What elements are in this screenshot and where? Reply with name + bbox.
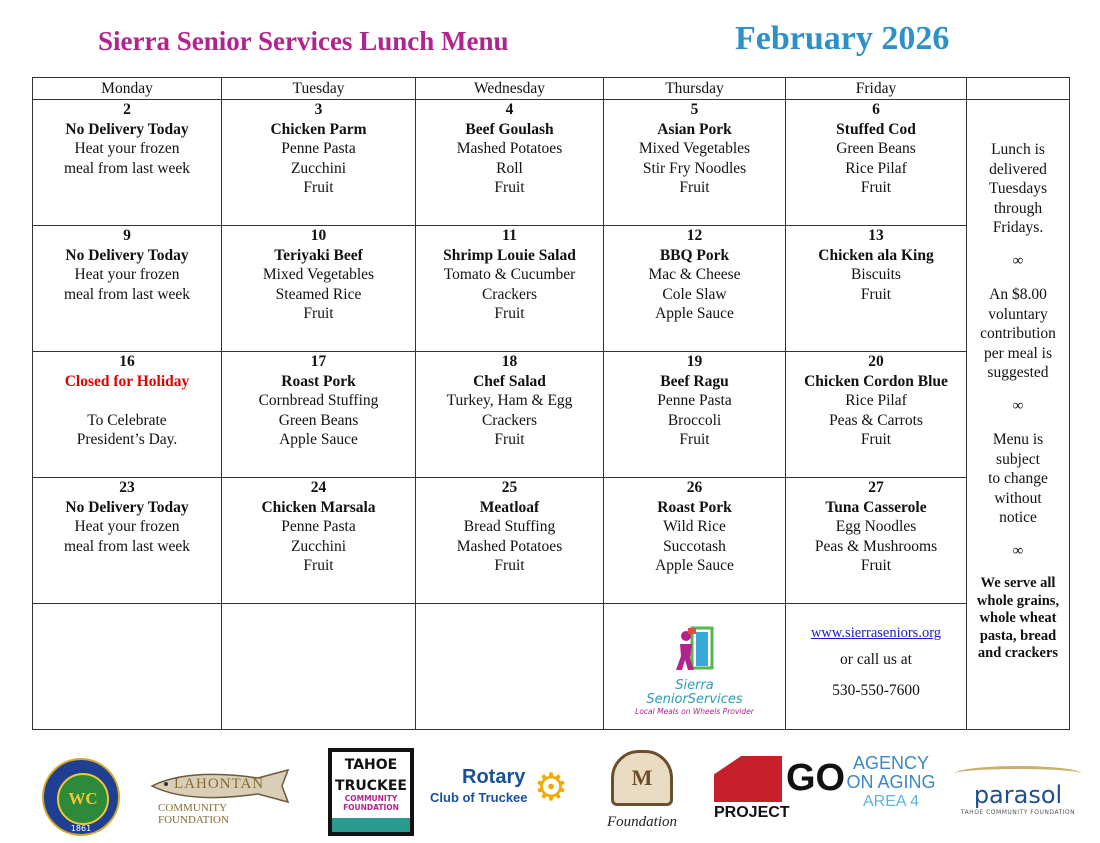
side-item: Peas & Carrots: [829, 411, 923, 429]
side-item: Apple Sauce: [655, 557, 734, 574]
rotary-name: Rotary: [462, 766, 526, 788]
side-item: Mixed Vegetables: [638, 140, 751, 157]
weekday-monday: Monday: [33, 78, 222, 100]
day-cell: [222, 226, 416, 352]
day-cell: [222, 478, 416, 604]
day-cell: [33, 478, 222, 604]
week-row: [33, 100, 1070, 226]
main-dish: Tuna Casserole: [825, 498, 927, 516]
day-cell: [786, 100, 967, 226]
logo-name-2: SeniorServices: [646, 692, 743, 707]
main-dish: Chicken Parm: [270, 120, 367, 138]
day-cell: [604, 100, 786, 226]
project-go-text: GO: [786, 757, 846, 799]
side-item: Wild Rice: [663, 518, 726, 535]
day-cell: [416, 226, 604, 352]
day-number: 12: [686, 227, 703, 244]
sidebar-note-line: Fridays.: [992, 219, 1044, 236]
day-number: 9: [123, 227, 131, 244]
side-item: meal from last week: [63, 159, 191, 177]
side-item: Penne Pasta: [657, 392, 732, 409]
parasol-name: parasol: [973, 781, 1063, 809]
tahoe-small-2: FOUNDATION: [343, 803, 399, 812]
parasol-logo: [948, 766, 1088, 826]
day-number: 16: [119, 353, 135, 370]
main-dish: Asian Pork: [657, 120, 732, 138]
side-item: Fruit: [679, 431, 710, 448]
side-item: Apple Sauce: [279, 431, 358, 448]
side-item: Fruit: [860, 179, 892, 196]
day-number: 19: [686, 353, 703, 370]
main-dish: Chicken Cordon Blue: [804, 372, 948, 390]
main-dish: Beef Goulash: [465, 120, 554, 138]
sidebar-note-line: voluntary: [988, 305, 1048, 323]
day-cell: [416, 100, 604, 226]
call-text: or call us at: [840, 651, 912, 668]
side-item: Green Beans: [278, 411, 359, 429]
side-item: Penne Pasta: [281, 518, 356, 535]
day-number: 2: [123, 101, 131, 118]
main-dish: No Delivery Today: [65, 120, 189, 138]
infinity-separator: ∞: [1012, 397, 1024, 414]
sidebar-note-line: Tuesdays: [989, 180, 1047, 197]
side-item: Penne Pasta: [281, 140, 356, 157]
weekday-wednesday: Wednesday: [416, 78, 604, 100]
day-number: 4: [505, 101, 514, 118]
side-item: Bread Stuffing: [463, 518, 556, 535]
side-item: Zucchini: [290, 537, 347, 555]
sidebar-note-line: through: [993, 199, 1043, 217]
day-number: 27: [868, 479, 884, 496]
side-item: Green Beans: [836, 140, 916, 157]
main-dish: Chicken Marsala: [261, 498, 376, 516]
logo-tagline: Local Meals on Wheels Provider: [635, 707, 754, 716]
sidebar-note-line: notice: [999, 509, 1037, 526]
sidebar-note-line: subject: [996, 450, 1040, 468]
main-dish: No Delivery Today: [65, 246, 189, 264]
side-item: Rice Pilaf: [845, 392, 907, 409]
day-number: 3: [314, 101, 323, 118]
martis-monogram: M: [611, 750, 673, 806]
sponsor-logos: [30, 748, 1090, 838]
side-item: Mixed Vegetables: [262, 266, 375, 283]
month-title: February 2026: [735, 20, 950, 57]
logo-name-1: Sierra: [675, 678, 714, 693]
side-item: Heat your frozen: [74, 140, 180, 157]
washoe-monogram: WC: [68, 789, 98, 808]
door-figure-icon: [670, 624, 720, 674]
side-item: Succotash: [663, 537, 726, 555]
sidebar-note-line: Menu is: [992, 431, 1044, 448]
main-dish: Stuffed Cod: [836, 120, 916, 138]
day-number: 11: [502, 227, 517, 244]
day-number: 17: [310, 353, 327, 370]
side-item: Fruit: [860, 557, 892, 574]
sidebar-note-line: An $8.00: [989, 286, 1047, 303]
side-item: Apple Sauce: [655, 305, 734, 322]
weekday-header-row: [33, 78, 1070, 100]
day-cell: [33, 100, 222, 226]
side-item: Crackers: [481, 285, 538, 303]
side-item: Rice Pilaf: [845, 159, 907, 177]
week-row: [33, 352, 1070, 478]
day-number: 20: [868, 353, 884, 370]
lahontan-foundation: COMMUNITY FOUNDATION: [158, 802, 229, 826]
day-number: 23: [119, 479, 135, 496]
weekday-thursday: Thursday: [604, 78, 786, 100]
day-cell: [786, 352, 967, 478]
aging-line-2: ON AGING: [846, 772, 936, 792]
day-cell: [604, 478, 786, 604]
day-cell: [786, 226, 967, 352]
day-cell: [33, 226, 222, 352]
side-item: Fruit: [494, 179, 525, 196]
weekday-tuesday: Tuesday: [222, 78, 416, 100]
day-cell: [604, 226, 786, 352]
day-number: 13: [868, 227, 884, 244]
side-item: Egg Noodles: [835, 518, 917, 535]
day-number: 5: [690, 101, 699, 118]
empty-cell: [222, 604, 416, 730]
side-item: meal from last week: [63, 285, 191, 303]
side-item: Mashed Potatoes: [456, 140, 563, 157]
sidebar-note-line: without: [994, 489, 1042, 507]
agency-on-aging-logo: [836, 754, 946, 814]
week-row: [33, 226, 1070, 352]
phone-number: 530-550-7600: [832, 682, 920, 699]
martis-camp-logo: [596, 750, 688, 836]
side-item: Fruit: [494, 305, 525, 322]
day-number: 24: [310, 479, 327, 496]
washoe-year: 1861: [70, 824, 92, 833]
rotary-wheel-icon: ⚙: [534, 767, 569, 809]
sidebar-note-line: pasta, bread: [979, 627, 1057, 644]
tahoe-line-2: TRUCKEE: [335, 778, 407, 794]
sidebar-note-line: contribution: [980, 325, 1056, 342]
aging-line-1: AGENCY: [852, 753, 930, 773]
main-dish: Roast Pork: [657, 498, 732, 516]
main-dish: Roast Pork: [281, 372, 356, 390]
sidebar-note-line: whole wheat: [979, 610, 1057, 626]
side-item: [33, 391, 221, 411]
day-cell: [604, 352, 786, 478]
empty-cell: [33, 604, 222, 730]
side-item: Cornbread Stuffing: [258, 392, 379, 409]
martis-foundation: Foundation: [607, 814, 677, 830]
main-dish: Closed for Holiday: [64, 372, 190, 390]
menu-title: Sierra Senior Services Lunch Menu: [98, 26, 509, 56]
tahoe-truckee-logo: [328, 748, 414, 836]
sidebar-note-line: to change: [988, 470, 1048, 487]
main-dish: Shrimp Louie Salad: [443, 246, 576, 264]
infinity-separator: ∞: [1012, 542, 1024, 559]
side-item: Fruit: [303, 557, 334, 574]
rotary-club: Club of Truckee: [430, 790, 528, 805]
side-item: Peas & Mushrooms: [814, 537, 938, 555]
side-item: To Celebrate: [87, 411, 167, 429]
sidebar-note-line: delivered: [989, 160, 1047, 178]
week-row: [33, 478, 1070, 604]
main-dish: Chicken ala King: [818, 246, 934, 264]
side-item: Fruit: [494, 557, 525, 574]
side-item: Steamed Rice: [275, 285, 362, 303]
main-dish: Beef Ragu: [660, 372, 729, 390]
main-dish: Teriyaki Beef: [274, 246, 363, 264]
project-go-logo: [714, 756, 846, 830]
side-item: Mashed Potatoes: [456, 537, 563, 555]
side-item: Fruit: [860, 431, 892, 448]
sidebar-note-line: whole grains,: [976, 592, 1060, 609]
info-sidebar: [967, 100, 1070, 730]
side-item: Heat your frozen: [74, 518, 180, 535]
aging-line-3: AREA 4: [862, 793, 920, 810]
side-item: Biscuits: [851, 266, 901, 283]
sierra-seniors-logo: [604, 604, 786, 730]
side-item: Fruit: [860, 285, 892, 303]
side-item: Broccoli: [667, 411, 722, 429]
side-item: Crackers: [481, 411, 538, 429]
side-item: Fruit: [303, 179, 334, 196]
side-item: Tomato & Cucumber: [443, 266, 576, 283]
side-item: Turkey, Ham & Egg: [446, 392, 573, 409]
footer-row: [33, 604, 1070, 730]
day-number: 26: [686, 479, 703, 496]
day-cell: [786, 478, 967, 604]
sidebar-note-line: Lunch is: [991, 141, 1045, 158]
menu-calendar: [32, 77, 1070, 730]
project-text: PROJECT: [714, 804, 790, 821]
website-link[interactable]: www.sierraseniors.org: [810, 625, 942, 641]
parasol-sub: TAHOE COMMUNITY FOUNDATION: [960, 809, 1076, 816]
side-item: Mac & Cheese: [648, 266, 741, 283]
rotary-logo: [430, 766, 580, 816]
parasol-arc-icon: [955, 766, 1081, 781]
day-cell: [416, 478, 604, 604]
lahontan-logo: [148, 766, 298, 826]
side-item: meal from last week: [63, 537, 191, 555]
tahoe-line-1: TAHOE: [344, 757, 398, 773]
day-cell: [416, 352, 604, 478]
contact-cell: [786, 604, 967, 730]
day-number: 10: [310, 227, 327, 244]
infinity-separator: ∞: [1012, 252, 1024, 269]
side-item: Roll: [496, 159, 523, 177]
weekday-blank: [967, 78, 1070, 100]
main-dish: No Delivery Today: [65, 498, 189, 516]
side-item: President’s Day.: [76, 431, 178, 448]
day-cell: [222, 352, 416, 478]
day-number: 18: [501, 353, 518, 370]
side-item: Zucchini: [290, 159, 347, 177]
day-cell: [222, 100, 416, 226]
sidebar-note-line: and crackers: [977, 645, 1059, 661]
day-number: 6: [872, 101, 880, 118]
side-item: Cole Slaw: [662, 285, 727, 303]
main-dish: Meatloaf: [479, 498, 540, 516]
day-cell: [33, 352, 222, 478]
weekday-friday: Friday: [786, 78, 967, 100]
main-dish: BBQ Pork: [659, 246, 730, 264]
lahontan-name: LAHONTAN: [174, 776, 265, 792]
side-item: Fruit: [679, 179, 710, 196]
empty-cell: [416, 604, 604, 730]
side-item: Fruit: [303, 305, 334, 322]
washoe-county-logo: [42, 758, 120, 836]
sidebar-note-line: suggested: [987, 364, 1049, 381]
house-icon: [714, 756, 782, 802]
main-dish: Chef Salad: [473, 372, 546, 390]
day-number: 25: [501, 479, 518, 496]
side-item: Heat your frozen: [74, 266, 180, 283]
side-item: Stir Fry Noodles: [642, 159, 747, 177]
sidebar-note-line: We serve all: [980, 575, 1056, 591]
sidebar-note-line: per meal is: [983, 344, 1052, 362]
side-item: Fruit: [494, 431, 525, 448]
tahoe-small-1: COMMUNITY: [344, 794, 398, 803]
